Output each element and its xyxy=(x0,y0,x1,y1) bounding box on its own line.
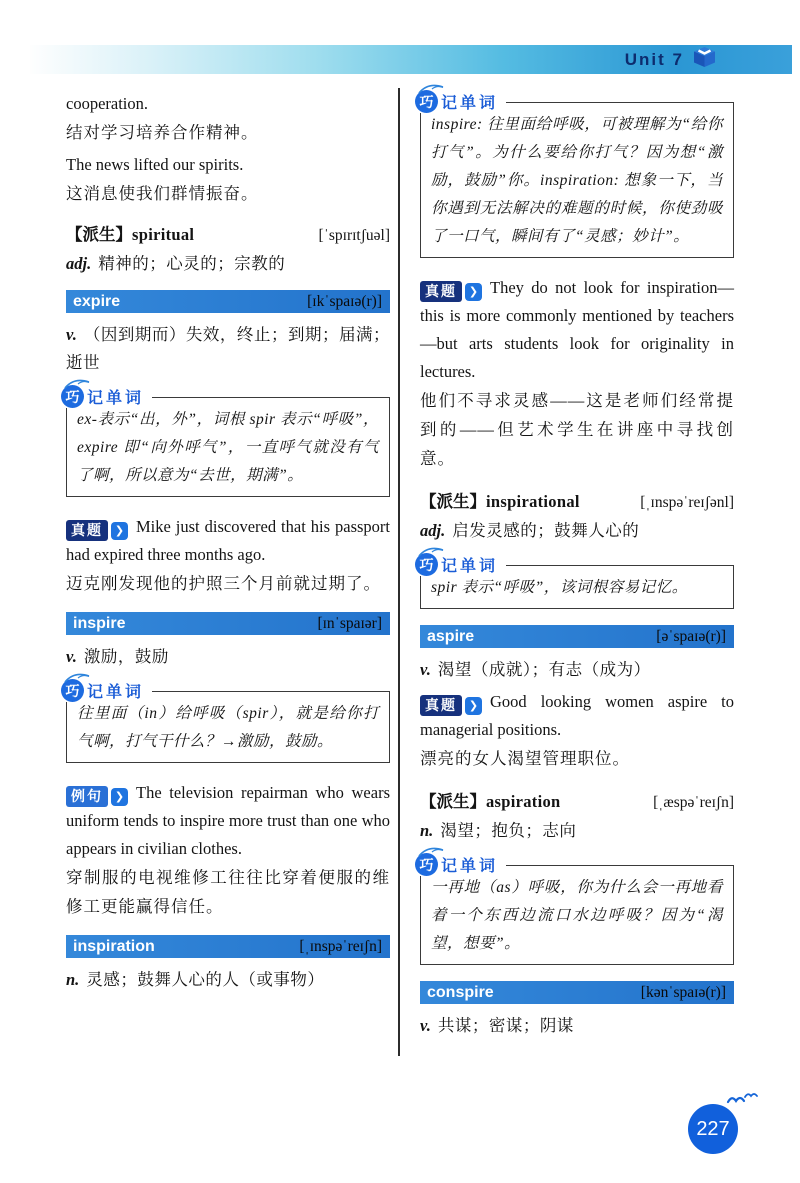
word-entry-expire xyxy=(66,290,390,313)
memo-circle-icon: 巧 xyxy=(415,553,438,576)
example-badge xyxy=(66,786,128,807)
memo-text: inspire: 往里面给呼吸，可被理解为“给你打气”。为什么要给你打气？因为想“激励，鼓励”你。inspiration: 想象一下，当你遇到无法解决的难题的时候，你使劲吸了一口气，瞬间有了“灵感；妙计”。 xyxy=(420,102,734,258)
unit-title: Unit 7 xyxy=(624,49,684,69)
derived-word: aspiration xyxy=(486,792,561,811)
pos-label: adj. xyxy=(66,254,92,273)
swoosh-icon xyxy=(418,544,444,562)
headword: aspire xyxy=(427,627,475,645)
exam-badge-label: 真题 xyxy=(66,520,108,541)
exam-badge xyxy=(66,520,128,541)
exam-sentence-zh: 漂亮的女人渴望管理职位。 xyxy=(420,749,630,768)
play-arrow-icon: ❯ xyxy=(465,697,482,715)
memo-badge-title: 记单词 xyxy=(441,558,499,575)
definition xyxy=(66,250,390,278)
example-sentence-en: 例句 ❯ The television repairman who wears uniform tends to inspire more trust than one who appears in civilian clothes. xyxy=(66,783,390,858)
memo-badge-title: 记单词 xyxy=(87,390,145,407)
swoosh-icon xyxy=(64,376,90,394)
memo-badge-title: 记单词 xyxy=(87,684,145,701)
memo-text: 往里面（in）给呼吸（spir），就是给你打气啊，打气干什么？→激励，鼓励。 xyxy=(66,691,390,763)
pos-label: n. xyxy=(420,821,434,840)
memo-circle-icon: 巧 xyxy=(61,385,84,408)
sound-icon: ❯ xyxy=(111,788,128,806)
derived-word: inspirational xyxy=(486,492,580,511)
definition xyxy=(66,966,390,994)
sentence-en: The news lifted our spirits. xyxy=(66,155,244,174)
memo-badge xyxy=(415,553,506,576)
headword: conspire xyxy=(427,983,494,1001)
memo-circle-icon: 巧 xyxy=(61,679,84,702)
definition xyxy=(420,817,734,845)
phonetic: [əˈspaɪə(r)] xyxy=(656,627,726,645)
sentence-zh: 结对学习培养合作精神。 xyxy=(66,123,259,142)
memo-badge-title: 记单词 xyxy=(441,858,499,875)
memo-circle-icon: 巧 xyxy=(415,853,438,876)
swoosh-icon xyxy=(418,81,444,99)
memo-badge-title: 记单词 xyxy=(441,95,499,112)
memo-badge xyxy=(415,853,506,876)
memo-text: ex-表示“出，外”，词根 spir 表示“呼吸”，expire 即“向外呼气”，一直呼气就没有气了啊，所以意为“去世，期满”。 xyxy=(66,397,390,497)
derived-entry-spiritual xyxy=(66,220,390,250)
play-arrow-icon: ❯ xyxy=(111,522,128,540)
memo-text: spir 表示“呼吸”，该词根容易记忆。 xyxy=(420,565,734,609)
derived-entry-inspirational xyxy=(420,487,734,517)
derived-label: 【派生】 xyxy=(66,225,132,244)
headword: expire xyxy=(73,292,121,310)
play-arrow-icon: ❯ xyxy=(465,283,482,301)
unit-header-bar xyxy=(30,45,792,74)
definition xyxy=(420,656,734,684)
exam-badge-label: 真题 xyxy=(420,695,462,716)
birds-icon xyxy=(726,1090,758,1113)
sentence-zh: 这消息使我们群情振奋。 xyxy=(66,184,259,203)
swoosh-icon xyxy=(418,844,444,862)
phonetic: [ˌɪnspəˈreɪʃn] xyxy=(299,937,382,955)
word-entry-aspire xyxy=(420,625,734,648)
memo-box-spir xyxy=(419,556,734,609)
exam-sentence-en: 真题 ❯ Mike just discovered that his passport had expired three months ago. xyxy=(66,517,390,564)
left-column xyxy=(66,90,390,1044)
derived-word: spiritual xyxy=(132,225,195,244)
exam-badge xyxy=(420,695,482,716)
definition-text: 渴望；抱负；志向 xyxy=(440,821,577,840)
memo-circle-icon: 巧 xyxy=(415,90,438,113)
content-columns xyxy=(66,90,734,1044)
phonetic: [ɪnˈspaɪər] xyxy=(317,614,382,632)
definition xyxy=(420,1012,734,1040)
definition-text: 精神的；心灵的；宗教的 xyxy=(98,254,286,273)
definition xyxy=(66,643,390,671)
definition-text: （因到期而）失效，终止；到期；届满；逝世 xyxy=(66,325,390,372)
example-sentence-zh: 穿制服的电视维修工往往比穿着便服的维修工更能赢得信任。 xyxy=(66,868,390,916)
pos-label: v. xyxy=(66,325,77,344)
definition-text: 激励，鼓励 xyxy=(83,647,169,666)
swoosh-icon xyxy=(64,670,90,688)
definition-text: 启发灵感的；鼓舞人心的 xyxy=(452,521,640,540)
page-number: 227 xyxy=(688,1104,738,1154)
memo-box-expire xyxy=(65,388,390,497)
memo-badge xyxy=(415,90,506,113)
word-entry-inspire xyxy=(66,612,390,635)
pos-label: adj. xyxy=(420,521,446,540)
phonetic: [ˌæspəˈreɪʃn] xyxy=(653,794,734,811)
derived-label: 【派生】 xyxy=(420,792,486,811)
pos-label: v. xyxy=(420,1016,431,1035)
definition-text: 渴望（成就）；有志（成为） xyxy=(437,660,651,679)
definition-text: 共谋；密谋；阴谋 xyxy=(437,1016,574,1035)
phonetic: [kənˈspaɪə(r)] xyxy=(640,983,726,1001)
memo-box-inspire xyxy=(65,682,390,763)
exam-badge xyxy=(420,281,482,302)
phonetic: [ɪkˈspaɪə(r)] xyxy=(307,292,382,310)
right-column xyxy=(420,90,734,1044)
sentence-en: cooperation. xyxy=(66,94,149,113)
definition xyxy=(420,517,734,545)
word-entry-conspire xyxy=(420,981,734,1004)
memo-badge xyxy=(61,679,152,702)
derived-entry-aspiration xyxy=(420,787,734,817)
headword: inspiration xyxy=(73,937,155,955)
word-entry-inspiration xyxy=(66,935,390,958)
memo-text: 一再地（as）呼吸，你为什么会一再地看着一个东西边流口水边呼吸？因为“渴望，想要”。 xyxy=(420,865,734,965)
exam-badge-label: 真题 xyxy=(420,281,462,302)
pos-label: v. xyxy=(66,647,77,666)
memo-badge xyxy=(61,385,152,408)
memo-box-inspire-inspiration xyxy=(419,93,734,258)
pos-label: n. xyxy=(66,970,80,989)
derived-label: 【派生】 xyxy=(420,492,486,511)
exam-sentence-zh: 他们不寻求灵感——这是老师们经常提到的——但艺术学生在讲座中寻找创意。 xyxy=(420,391,734,468)
headword: inspire xyxy=(73,614,126,632)
example-badge-label: 例句 xyxy=(66,786,108,807)
definition-text: 灵感；鼓舞人心的人（或事物） xyxy=(86,970,325,989)
exam-sentence-en: 真题 ❯ They do not look for inspiration—this is more commonly mentioned by teachers—but arts students look for originality in lectures. xyxy=(420,278,734,381)
pos-label: v. xyxy=(420,660,431,679)
phonetic: [ˌɪnspəˈreɪʃənl] xyxy=(640,494,734,511)
exam-sentence-en: 真题 ❯ Good looking women aspire to managerial positions. xyxy=(420,692,734,739)
phonetic: [ˈspɪrɪtʃuəl] xyxy=(318,227,390,244)
definition xyxy=(66,321,390,377)
exam-sentence-zh: 迈克刚发现他的护照三个月前就过期了。 xyxy=(66,574,381,593)
memo-box-aspire xyxy=(419,856,734,965)
page-number-badge xyxy=(686,1090,758,1160)
book-cube-icon xyxy=(693,47,716,73)
